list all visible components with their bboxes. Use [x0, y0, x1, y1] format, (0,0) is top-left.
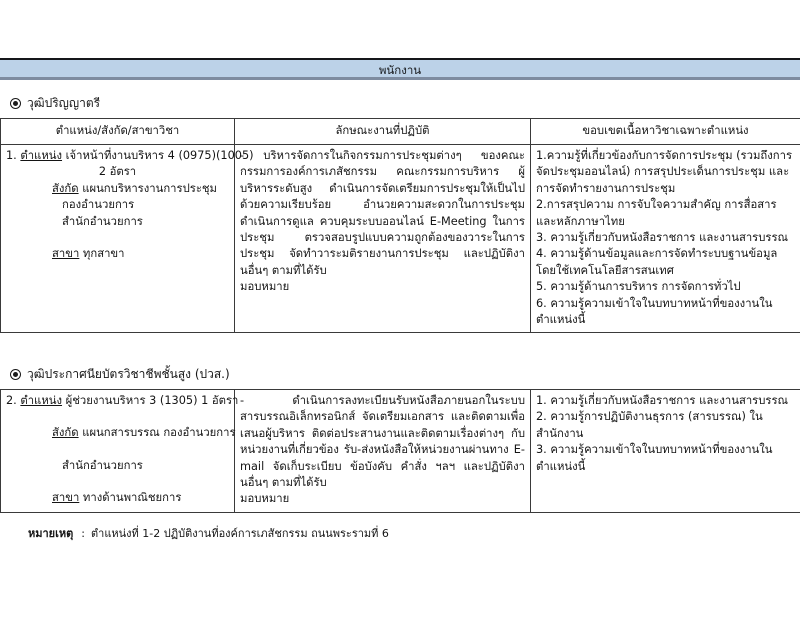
table-header-row [1, 119, 800, 145]
scope-item: 3. ความรู้ความเข้าใจในบทบาทหน้าที่ของงานในตำแหน่งนี้ [536, 443, 773, 473]
scope-item: 2. ความรู้การปฏิบัติงานธุรการ (สารบรรณ) ในสำนักงาน [536, 410, 763, 440]
cell-duties [235, 145, 531, 333]
position-number: 1. [6, 149, 17, 162]
degree-heading-bachelor [10, 96, 100, 111]
cell-scope [531, 145, 800, 333]
affiliation-line [6, 425, 236, 441]
column-header-position: ตำแหน่ง/สังกัด/สาขาวิชา [1, 119, 235, 145]
position-label: ตำแหน่ง [20, 149, 63, 162]
degree-heading-label: วุฒิประกาศนียบัตรวิชาชีพชั้นสูง (ปวส.) [27, 367, 230, 381]
section-title-band [0, 58, 800, 80]
degree-heading-label: วุฒิปริญญาตรี [27, 96, 101, 110]
field-value: ทางด้านพาณิชยการ [82, 491, 182, 505]
table-row [1, 145, 800, 333]
footnote-colon: : [81, 527, 85, 540]
scope-item: 1. ความรู้เกี่ยวกับหนังสือราชการ และงานสารบรรณ [536, 394, 789, 407]
affiliation-value: แผนกสารบรรณ กองอำนวยการ [82, 426, 236, 440]
position-line [6, 393, 239, 409]
scope-item: 6. ความรู้ความเข้าใจในบทบาทหน้าที่ของงานในตำแหน่งนี้ [536, 296, 773, 327]
field-label: สาขา [52, 491, 80, 505]
field-value: ทุกสาขา [82, 247, 125, 261]
affiliation-line-2: สำนักอำนวยการ [62, 458, 143, 472]
affiliation-line-3: สำนักอำนวยการ [62, 214, 143, 228]
spacer-line [6, 474, 229, 490]
duties-last-line: มอบหมาย [240, 280, 290, 294]
band-title-text: พนักงาน [378, 63, 422, 77]
affiliation-line-2: กองอำนวยการ [62, 198, 135, 212]
duties-last-line: มอบหมาย [240, 492, 290, 506]
position-value: เจ้าหน้าที่งานบริหาร 4 (0975)(1005) [65, 149, 254, 162]
footnote-label: หมายเหตุ [28, 527, 74, 540]
cell-scope [531, 390, 800, 513]
position-label: ตำแหน่ง [20, 394, 63, 407]
spacer-line [6, 442, 229, 458]
scope-item: 4. ความรู้ด้านข้อมูลและการจัดทำระบบฐานข้อมูล โดยใช้เทคโนโลยีสารสนเทศ [536, 247, 778, 277]
cell-position-info [1, 145, 254, 333]
column-header-duties: ลักษณะงานที่ปฏิบัติ [235, 119, 531, 145]
qualification-table-bachelor [0, 118, 800, 333]
qualification-table-vocational [0, 389, 800, 513]
duties-paragraph: - ดำเนินการลงทะเบียนรับหนังสือภายนอกในระบบสารบรรณอิเล็กทรอนิกส์ จัดเตรียมเอกสาร และติดตามเพื่อเสนอผู้บริหาร ติดต่อประสานงานและติดตามเรื่องต่างๆ กับหน่วยงานที่เกี่ยวข้อง รับ-ส่งหนังสือให้หน่วยงานผ่านทาง E-mail จัดเก็บระเบียบ ข้อบังคับ คำสั่ง ฯลฯ และปฏิบัติงานอื่นๆ ตามที่ได้รับ [240, 394, 525, 490]
affiliation-label: สังกัด [52, 181, 79, 195]
spacer-line [6, 409, 229, 425]
footnote-text: ตำแหน่งที่ 1-2 ปฏิบัติงานที่องค์การเภสัชกรรม ถนนพระรามที่ 6 [91, 527, 389, 540]
spacer-line [6, 230, 229, 246]
cell-duties [235, 390, 531, 513]
radio-bullet-icon [10, 369, 21, 380]
scope-item: 5. ความรู้ด้านการบริหาร การจัดการทั่วไป [536, 280, 741, 294]
affiliation-label: สังกัด [52, 426, 79, 440]
scope-item: 3. ความรู้เกี่ยวกับหนังสือราชการ และงานสารบรรณ [536, 231, 789, 245]
duties-paragraph: - บริหารจัดการในกิจกรรมการประชุมต่างๆ ของคณะกรรมการองค์การเภสัชกรรม คณะกรรมการบริหาร ผู้บริหารระดับสูง ดำเนินการจัดเตรียมการประชุมให้เป็นไปด้วยความเรียบร้อย อำนวยความสะดวกในการประชุม ดำเนินการดูแล ควบคุมระบบออนไลน์ E-Meeting ในการประชุม ตรวจสอบรูปแบบความถูกต้องของวาระในการประชุม จัดทำวาระมติรายงานการประชุม และปฏิบัติงานอื่นๆ ตามที่ได้รับ [240, 149, 525, 277]
degree-heading-vocational [10, 367, 230, 382]
table-row [1, 390, 800, 513]
field-line [6, 246, 229, 262]
position-number: 2. [6, 394, 17, 407]
position-line [6, 148, 254, 164]
affiliation-value: แผนกบริหารงานการประชุม [82, 181, 217, 195]
position-value: ผู้ช่วยงานบริหาร 3 (1305) 1 อัตรา [65, 394, 239, 407]
scope-item: 2.การสรุปความ การจับใจความสำคัญ การสื่อสาร และหลักภาษาไทย [536, 198, 777, 228]
field-label: สาขา [52, 247, 80, 261]
cell-position-info [1, 390, 239, 513]
column-header-scope: ขอบเขตเนื้อหาวิชาเฉพาะตำแหน่ง [531, 119, 800, 145]
rate-line: 2 อัตรา [98, 165, 137, 179]
field-line [6, 490, 229, 506]
affiliation-line [6, 181, 229, 197]
radio-bullet-icon [10, 98, 21, 109]
scope-item: 1.ความรู้ที่เกี่ยวข้องกับการจัดการประชุม (รวมถึงการจัดประชุมออนไลน์) การสรุปประเด็นการประชุม และการจัดทำรายงานการประชุม [536, 149, 793, 195]
footnote [28, 526, 389, 541]
